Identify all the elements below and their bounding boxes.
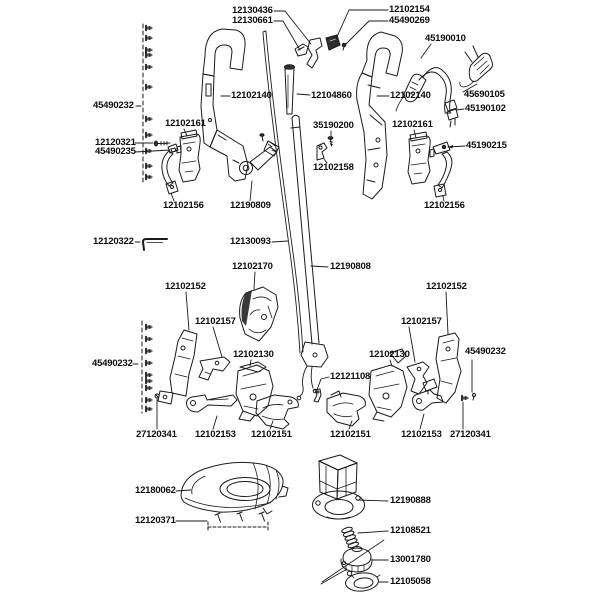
part-label-12102157: 12102157 (195, 316, 236, 327)
part-drawing-trigger-lever (295, 38, 322, 68)
part-drawing-cover-12102130-left (236, 362, 273, 421)
part-drawing-spool-cap (345, 571, 380, 592)
part-label-45490232: 45490232 (93, 100, 134, 111)
part-drawing-motor (313, 455, 365, 519)
part-drawing-guard (181, 462, 288, 514)
part-label-45190215: 45190215 (466, 140, 507, 151)
part-drawing-switch-housing-left (177, 130, 200, 182)
part-label-12102140: 12102140 (231, 90, 272, 101)
part-drawing-grip-housing (240, 287, 278, 341)
fastener-strip-top-left (143, 24, 152, 184)
part-label-12105058: 12105058 (390, 576, 431, 587)
part-label-27120341: 27120341 (136, 429, 177, 440)
part-drawing-screw-35190200 (328, 137, 333, 146)
part-label-12102161: 12102161 (392, 119, 433, 130)
part-drawing-cord-grip (445, 100, 458, 127)
part-label-13001780: 13001780 (390, 554, 431, 565)
part-drawing-handle-frame-right (357, 32, 403, 199)
part-label-45690105: 45690105 (464, 89, 505, 100)
part-drawing-switch-housing-right (408, 132, 434, 184)
part-label-12102130: 12102130 (369, 349, 410, 360)
part-drawing-plug (460, 46, 493, 87)
part-drawing-spacer-tube (285, 65, 295, 114)
part-drawing-screws-right-cluster (462, 394, 476, 401)
part-drawing-bracket-12102158 (317, 143, 327, 160)
part-label-45490232: 45490232 (465, 346, 506, 357)
part-label-12190809: 12190809 (230, 200, 271, 211)
part-drawing-handle-frame-left (201, 29, 248, 181)
part-drawing-switch-key (326, 35, 346, 50)
part-label-12130661: 12130661 (232, 15, 273, 26)
part-label-12102170: 12102170 (232, 261, 273, 272)
part-label-12190888: 12190888 (390, 495, 431, 506)
part-drawing-spring (341, 526, 359, 549)
part-drawing-housing-12102152-left (158, 330, 197, 404)
fastener-strip-lower-left (142, 321, 152, 413)
part-drawing-pin-12121108 (314, 389, 321, 402)
part-label-12130093: 12130093 (230, 236, 271, 247)
part-label-12102161: 12102161 (165, 118, 206, 129)
part-drawing-lever-12102153-right (413, 379, 443, 410)
part-label-12102156: 12102156 (424, 200, 465, 211)
part-drawing-guard-screws (208, 512, 268, 531)
part-label-12102154: 12102154 (389, 4, 430, 15)
part-label-12102152: 12102152 (165, 281, 206, 292)
part-label-12120322: 12120322 (93, 236, 134, 247)
part-label-12102151: 12102151 (251, 429, 292, 440)
part-label-12108521: 12108521 (390, 525, 431, 536)
part-label-12130436: 12130436 (232, 5, 273, 16)
part-label-12121108: 12121108 (330, 371, 371, 382)
part-label-35190200: 35190200 (313, 120, 354, 131)
part-label-12102153: 12102153 (195, 429, 236, 440)
part-label-12102152: 12102152 (426, 281, 467, 292)
part-label-12104860: 12104860 (311, 90, 352, 101)
part-label-12102151: 12102151 (330, 429, 371, 440)
part-label-45190102: 45190102 (465, 103, 506, 114)
part-drawing-drive-cable (263, 31, 303, 353)
part-drawing-deflector-12102151-right (327, 391, 365, 426)
part-drawing-hex-key (143, 239, 167, 250)
part-label-27120341: 27120341 (450, 429, 491, 440)
part-label-12102140: 12102140 (390, 90, 431, 101)
part-drawing-housing-12102152-right (436, 333, 461, 403)
part-label-45490232: 45490232 (92, 358, 133, 369)
part-drawing-bracket-12102157-left (199, 357, 230, 380)
part-label-12102130: 12102130 (233, 349, 274, 360)
part-label-12102157: 12102157 (401, 316, 442, 327)
part-label-12102153: 12102153 (401, 429, 442, 440)
part-drawing-screw-45190215 (442, 145, 445, 148)
part-label-45490269: 45490269 (389, 15, 430, 26)
part-label-45190010: 45190010 (425, 33, 466, 44)
part-drawing-spool (321, 540, 384, 584)
part-label-12102158: 12102158 (313, 162, 354, 173)
part-label-12120371: 12120371 (135, 515, 176, 526)
part-drawing-lock-lever-right (433, 142, 452, 197)
part-label-12180062: 12180062 (135, 485, 176, 496)
part-drawing-deflector-12102151-left (256, 395, 298, 429)
part-drawing-shaft (291, 115, 328, 400)
part-label-45490235: 45490235 (95, 146, 136, 157)
part-label-12120321: 12120321 (95, 137, 136, 148)
part-label-12102156: 12102156 (163, 200, 204, 211)
part-drawing-lever-12102153-left (187, 395, 237, 412)
part-label-12190808: 12190808 (330, 261, 371, 272)
